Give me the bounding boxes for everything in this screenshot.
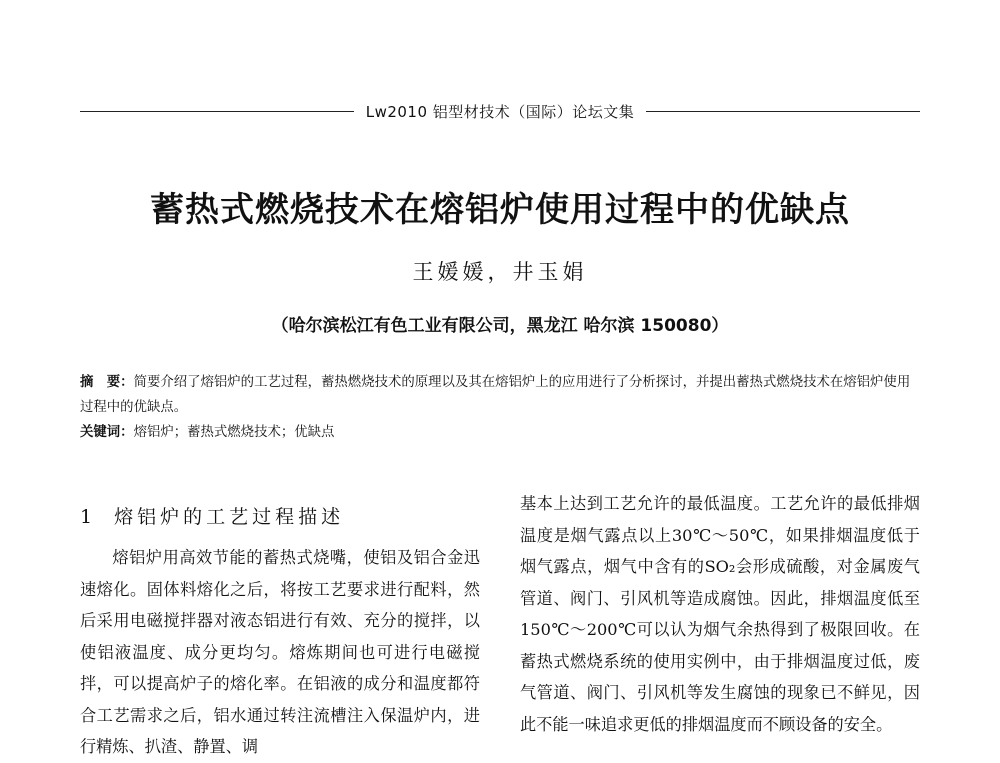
section-title: 熔铝炉的工艺过程描述 [114,506,345,528]
section-number: 1 [80,506,97,528]
paper-affiliation: （哈尔滨松江有色工业有限公司，黑龙江 哈尔滨 150080） [271,316,729,336]
abstract [80,370,920,420]
abstract-text: 简要介绍了熔铝炉的工艺过程，蓄热燃烧技术的原理以及其在熔铝炉上的应用进行了分析探讨，并提出蓄热式燃烧技术在熔铝炉使用过程中的优缺点。 [80,375,911,415]
abstract-label: 摘 要： [80,375,134,390]
right-paragraph: 基本上达到工艺允许的最低温度。工艺允许的最低排烟温度是烟气露点以上30℃～50℃，如果排烟温度低于烟气露点，烟气中含有的SO₂会形成硫酸，对金属废气管道、阀门、引风机等造成腐蚀。因此，排烟温度低至150℃～200℃可以认为烟气余热得到了极限回收。在蓄热式燃烧系统的使用实例中，由于排烟温度过低，废气管道、阀门、引风机等发生腐蚀的现象已不鲜见，因此不能一味追求更低的排烟温度而不顾设备的安全。 [520,494,920,734]
header-text: Lw2010 铝型材技术（国际）论坛文集 [365,102,635,121]
keywords-text: 熔铝炉；蓄热式燃烧技术；优缺点 [133,425,335,440]
right-column [520,488,920,740]
running-header [80,96,920,126]
section-heading [80,502,480,532]
keywords [80,420,920,445]
paper-authors: 王媛媛，井玉娟 [412,260,588,284]
abstract-block [80,370,920,445]
keywords-label: 关键词： [80,425,134,440]
left-column [80,502,480,763]
paper-title: 蓄热式燃烧技术在熔铝炉使用过程中的优缺点 [150,190,850,230]
header-rule-left [80,111,354,112]
left-paragraph: 熔铝炉用高效节能的蓄热式烧嘴，使铝及铝合金迅速熔化。固体料熔化之后，将按工艺要求进行配料，然后采用电磁搅拌器对液态铝进行有效、充分的搅拌，以使铝液温度、成分更均匀。熔炼期间也可进行电磁搅拌，可以提高炉子的熔化率。在铝液的成分和温度都符合工艺需求之后，铝水通过转注流槽注入保温炉内，进行精炼、扒渣、静置、调 [80,548,480,756]
header-rule-right [646,111,920,112]
